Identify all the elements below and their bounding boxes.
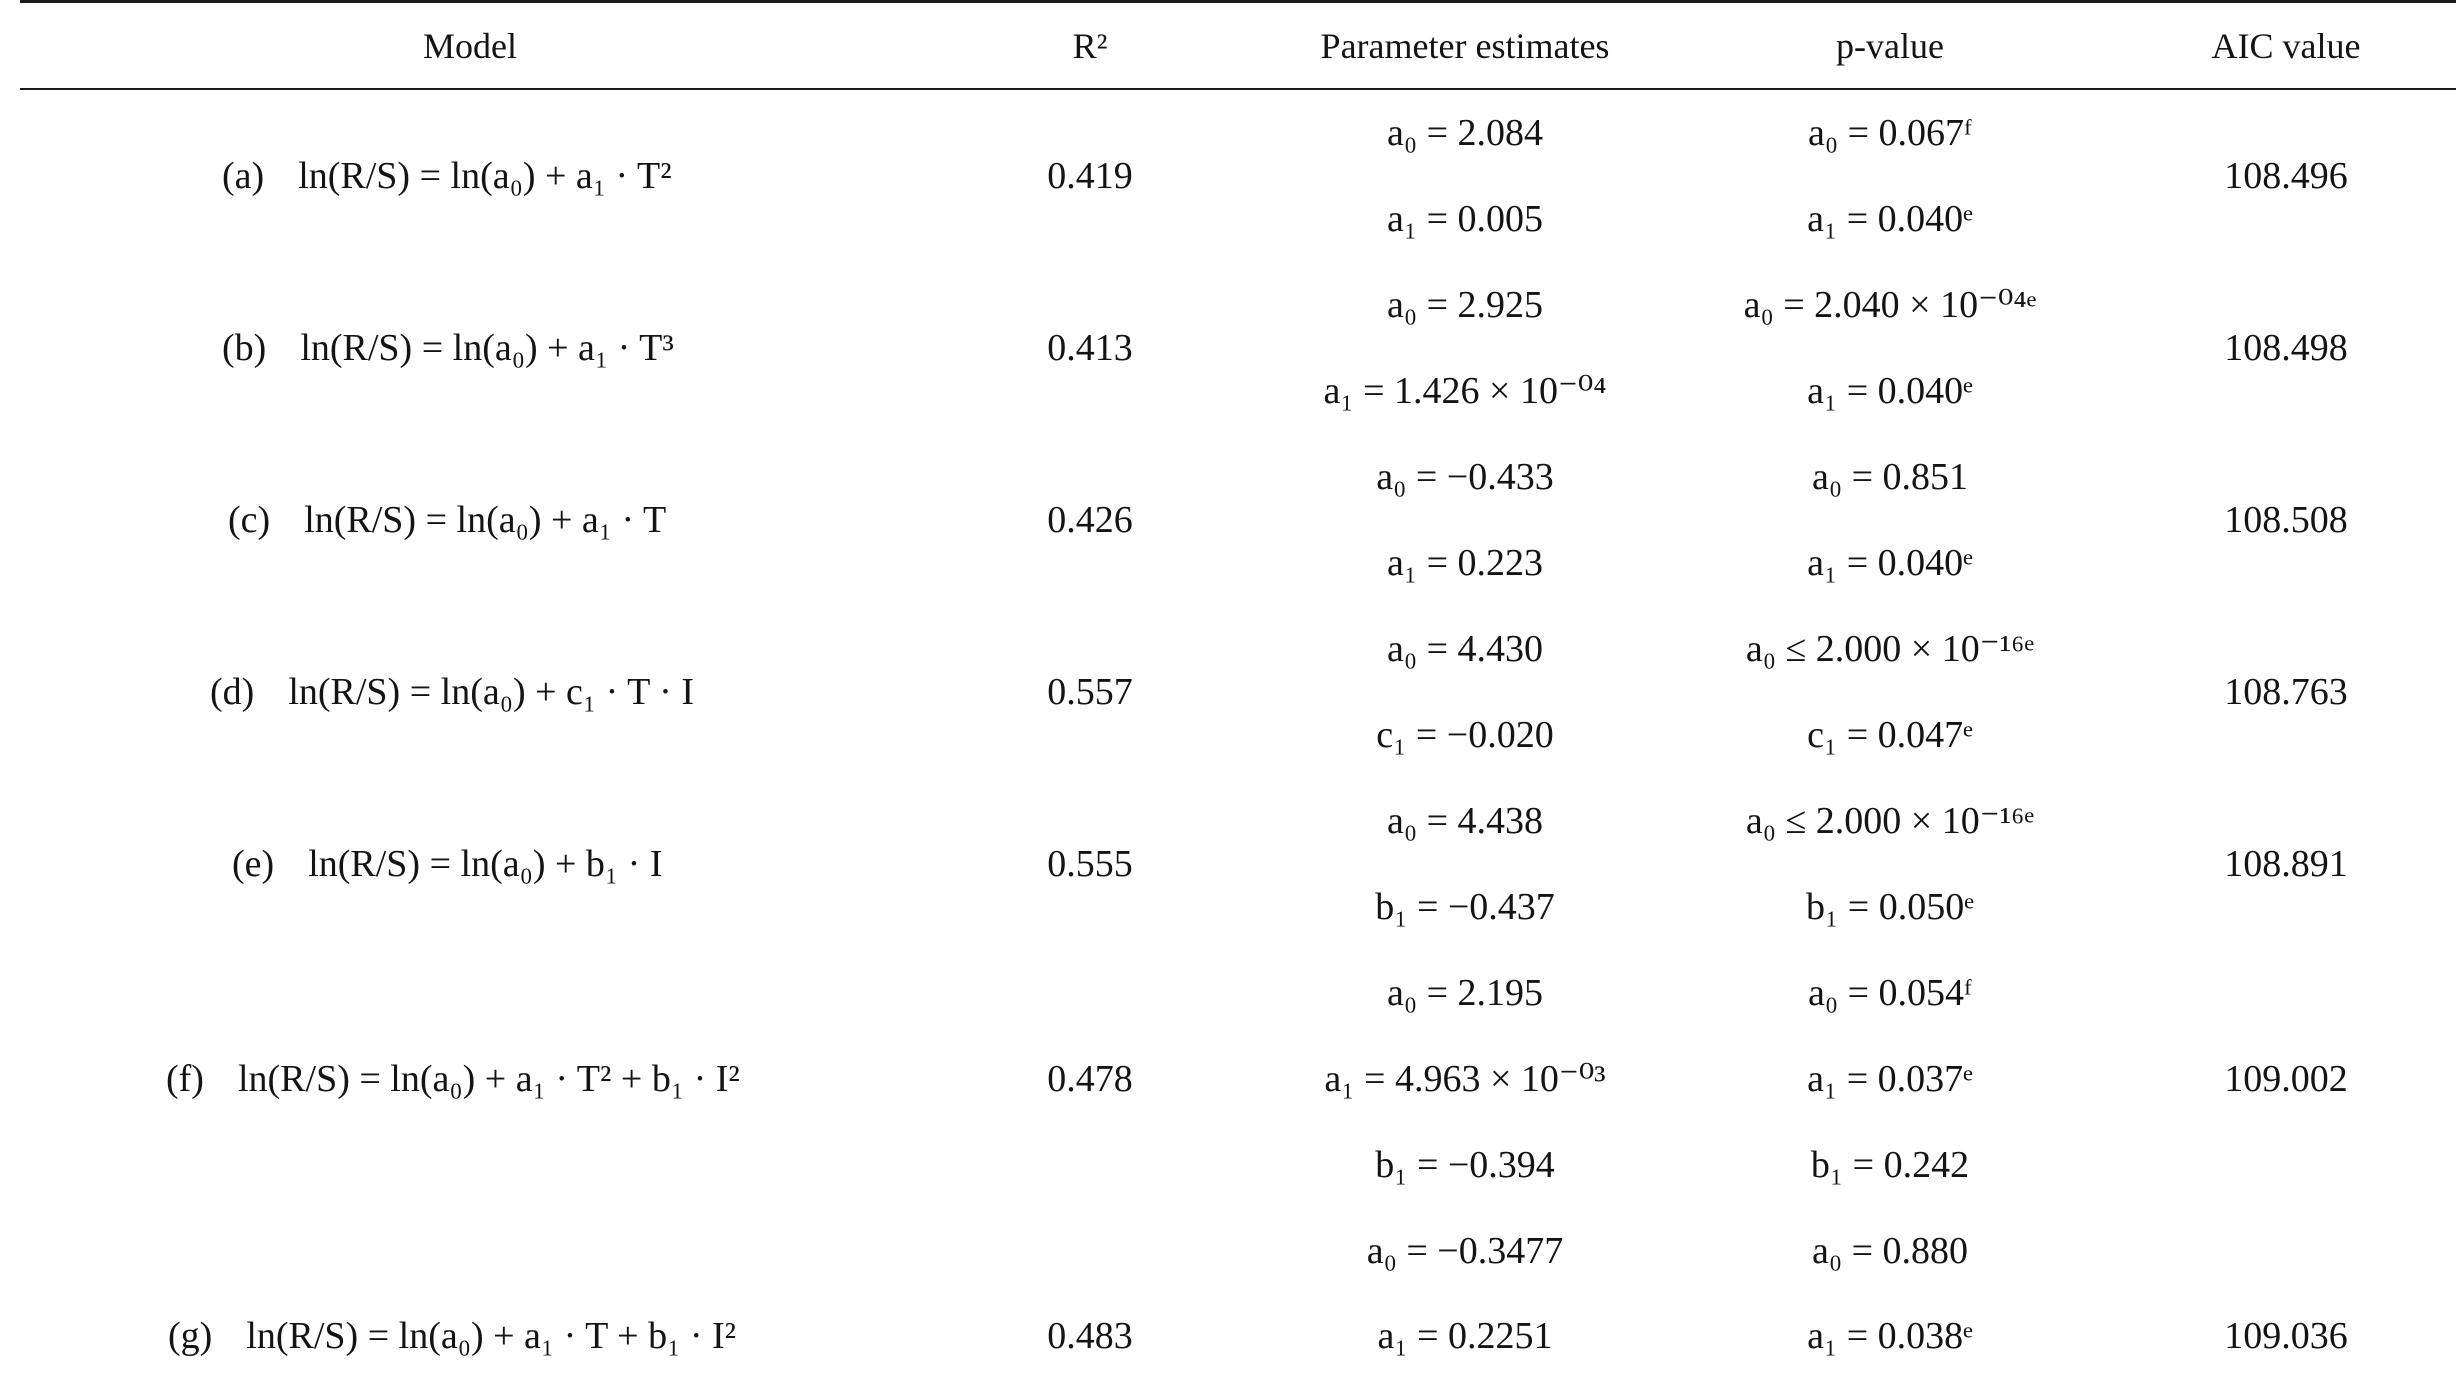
param-estimate: a₁ = 1.426 × 10⁻⁰⁴ [1323,370,1607,412]
table-row-d-aic: 108.763 [2224,671,2348,713]
model-equation: ln(R/S) = ln(a₀) + a₁ · T² [298,155,672,197]
p-value: a₀ = 0.880 [1811,1230,1969,1272]
table-row-g-r2: 0.483 [1047,1315,1133,1357]
p-value: a₀ = 0.067ᶠ [1808,112,1972,154]
header-parameter-estimates: Parameter estimates [1320,26,1610,66]
table-row-e-model [232,842,663,886]
table-row-a-aic: 108.496 [2224,155,2348,197]
p-value: b₁ = 0.242 [1810,1144,1970,1186]
model-equation: ln(R/S) = ln(a₀) + a₁ · T³ [300,327,674,369]
param-estimate: a₀ = 2.925 [1386,284,1544,326]
table-row-a-r2: 0.419 [1047,155,1133,197]
header-aic-value: AIC value [2211,26,2361,66]
p-value: a₀ ≤ 2.000 × 10⁻¹⁶ᵉ [1745,800,2035,842]
param-estimate: c₁ = −0.020 [1376,714,1554,756]
p-value: a₀ = 2.040 × 10⁻⁰⁴ᵉ [1743,284,2037,326]
header-r2: R² [1072,26,1108,66]
param-estimate: b₁ = −0.394 [1375,1144,1555,1186]
table-row-c-r2: 0.426 [1047,499,1133,541]
p-value: a₁ = 0.040ᵉ [1807,542,1973,584]
model-label: (f) [166,1058,204,1100]
table-row-b-r2: 0.413 [1047,327,1133,369]
p-value: a₀ = 0.054ᶠ [1808,972,1972,1014]
table-row-f-model [166,1057,740,1101]
param-estimate: a₀ = 4.430 [1386,628,1544,670]
header-p-value: p-value [1836,26,1944,66]
table-row-c-model [228,498,666,542]
header-model: Model [423,26,517,66]
param-estimate: a₁ = 0.2251 [1377,1315,1553,1357]
model-label: (c) [228,499,271,541]
param-estimate: a₀ = −0.433 [1376,456,1554,498]
model-label: (e) [232,843,275,885]
param-estimate: a₀ = −0.3477 [1366,1230,1564,1272]
p-value: a₁ = 0.038ᵉ [1807,1315,1973,1357]
model-label: (g) [168,1315,213,1357]
table-row-f-r2: 0.478 [1047,1058,1133,1100]
table-row-f-aic: 109.002 [2224,1058,2348,1100]
header-rule [20,88,2456,90]
model-equation: ln(R/S) = ln(a₀) + a₁ · T² + b₁ · I² [237,1058,740,1100]
table-row-e-r2: 0.555 [1047,843,1133,885]
table-row-b-model [222,326,674,370]
param-estimate: a₁ = 4.963 × 10⁻⁰³ [1324,1058,1606,1100]
table-row-b-aic: 108.498 [2224,327,2348,369]
top-rule [20,0,2456,3]
param-estimate: a₀ = 2.084 [1386,112,1544,154]
model-equation: ln(R/S) = ln(a₀) + a₁ · T [304,499,667,541]
p-value: a₀ = 0.851 [1811,456,1969,498]
model-equation: ln(R/S) = ln(a₀) + b₁ · I [308,843,663,885]
model-label: (d) [210,671,255,713]
p-value: a₁ = 0.040ᵉ [1807,370,1973,412]
param-estimate: a₁ = 0.223 [1386,542,1544,584]
param-estimate: a₁ = 0.005 [1386,198,1544,240]
p-value: a₁ = 0.040ᵉ [1807,198,1973,240]
model-label: (b) [222,327,267,369]
table-row-a-model [222,154,672,198]
param-estimate: a₀ = 4.438 [1386,800,1544,842]
param-estimate: b₁ = −0.437 [1375,886,1555,928]
p-value: c₁ = 0.047ᵉ [1807,714,1973,756]
table-row-d-r2: 0.557 [1047,671,1133,713]
param-estimate: a₀ = 2.195 [1386,972,1544,1014]
p-value: b₁ = 0.050ᵉ [1806,886,1974,928]
model-equation: ln(R/S) = ln(a₀) + a₁ · T + b₁ · I² [246,1315,737,1357]
table-row-g-model [168,1314,736,1358]
model-equation: ln(R/S) = ln(a₀) + c₁ · T · I [288,671,694,713]
p-value: a₀ ≤ 2.000 × 10⁻¹⁶ᵉ [1745,628,2035,670]
table-row-e-aic: 108.891 [2224,843,2348,885]
table-row-c-aic: 108.508 [2224,499,2348,541]
table-row-g-aic: 109.036 [2224,1315,2348,1357]
p-value: a₁ = 0.037ᵉ [1807,1058,1973,1100]
table-row-d-model [210,670,694,714]
model-label: (a) [222,155,265,197]
